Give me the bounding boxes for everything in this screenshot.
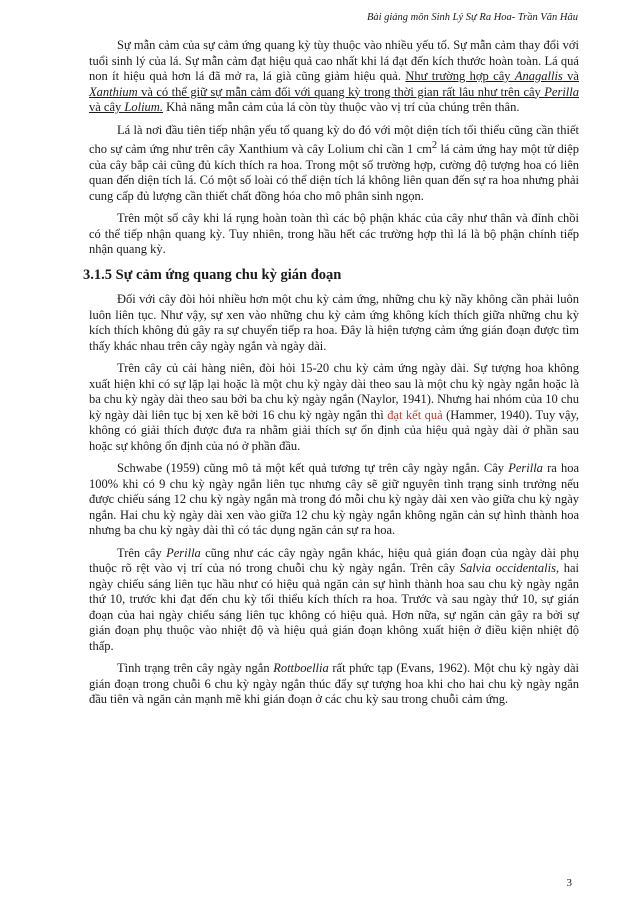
text-run: ra hoa 100% khi có 9 chu kỳ ngày ngắn liên tục nhưng cây sẽ giữ nguyên tình trạng sinh trưởng nếu được chiếu sáng 12 chu kỳ ngày ngắn mà trong đó mỗi chu kỳ ngày dài xen vào giữa chu kỳ ngày ngắn. Hai chu kỳ ngày dài xen vào giữa 12 chu kỳ ngày ngắn không ngăn cản sự hình thành hoa nhưng ba chu kỳ ngày dài thì có tác dụng ngăn cản sự ra hoa. xyxy=(89,461,580,538)
text-run: và xyxy=(562,69,579,83)
text-run: rất phức tạp (Evans, 1962). Một chu kỳ ngày dài gián đoạn trong chuỗi 6 chu kỳ ngày ngắn thúc đẩy sự tượng hoa khi cho hai chu kỳ ngày ngắn đầu tiên và ngăn cản mạnh mẽ khi gián đoạn ở các chu kỳ sau trong chuỗi cảm ứng. xyxy=(89,661,579,707)
text-run: cũng như các cây ngày ngắn khác, hiệu quả gián đoạn của ngày dài phụ thuộc rõ rệt vào vị trí của nó trong chuỗi chu kỳ ngày ngắn. Trên cây xyxy=(89,545,579,576)
text-run: Trên cây củ cải hàng niên, đòi hỏi 15-20 chu kỳ cảm ứng ngày dài. Sự tượng hoa không xuất hiện khi có sự lặp lại hoặc là một chu kỳ ngày dài theo sau là một chu kỳ ngày ngắn hoặc là ba chu kỳ ngày dài theo sau bởi ba chu kỳ ngày ngắn (Naylor, 1941). Nhưng hai nhóm của 10 chu kỳ ngày dài liên tục bị xen kẽ bởi 16 chu kỳ ngày ngắn thì xyxy=(89,361,579,422)
text-run: và cây xyxy=(89,100,125,114)
species-name: Perilla xyxy=(508,461,543,476)
paragraph-other-organs: Trên một số cây khi lá rụng hoàn toàn thì các bộ phận khác của cây như thân và đỉnh chồi có thể tiếp nhận quang kỳ. Tuy nhiên, trong hầu hết các trường hợp thì lá là bộ phận chính tiếp nhận quang kỳ. xyxy=(89,211,579,257)
paragraph-beet-example xyxy=(89,361,579,454)
text-run: Sự mẫn cảm của sự cảm ứng quang kỳ tùy thuộc vào nhiều yếu tố. Sự mẫn cảm thay đổi với tuổi sinh lý của lá. Sự mẫn cảm đạt hiệu quả cao nhất khi lá đạt đến kích thước hoàn toàn. Lá quá non ít hiệu quả hơn lá đã mở ra, lá già cũng giảm hiệu quả. xyxy=(89,38,579,83)
paragraph-leaf-area xyxy=(89,123,579,205)
text-run: Schwabe (1959) cũng mô tả một kết quả tương tự trên cây ngày ngắn. Cây xyxy=(117,461,509,476)
paragraph-rottboellia xyxy=(89,661,579,708)
species-name: Lolium. xyxy=(124,100,163,114)
section-heading: 3.1.5 Sự cảm ứng quang chu kỳ gián đoạn xyxy=(83,266,342,283)
paragraph-interrupted-induction: Đối với cây đòi hỏi nhiều hơn một chu kỳ cảm ứng, những chu kỳ nầy không cần phải luôn luôn liên tục. Như vậy, sự xen vào những chu kỳ cảm ứng không kích thích giữa những chu kỳ kích thích không đủ gây ra sự chuyển tiếp ra hoa. Đây là hiện tượng cảm ứng gián đoạn được tìm thấy khác nhau trên cây ngày ngắn và ngày dài. xyxy=(89,292,579,353)
text-run: Tình trạng trên cây ngày ngắn xyxy=(117,661,274,676)
text-run: Lá là nơi đầu tiên tiếp nhận yếu tố quang kỳ do đó với một diện tích tối thiểu cũng cần thiết cho sự cảm ứng như trên cây Xanthium và cây Lolium chỉ cần 1 cm xyxy=(89,122,579,157)
page-number: 3 xyxy=(566,877,572,889)
text-run: lá cảm ứng hay một tử diệp của cây bắp cải cũng đủ kích thích ra hoa. Trong một số trường hợp, cường độ tượng hoa có liên quan đến diện tích lá. Có một số loài có thể diện tích lá không liên quan đến sự ra hoa nhưng phải cung cấp đủ lượng cần thiết chất đồng hóa cho mô phân sinh ngọn. xyxy=(89,142,579,203)
species-name: Anagallis xyxy=(514,69,563,83)
superscript: 2 xyxy=(431,140,438,151)
paragraph-schwabe xyxy=(89,461,579,539)
text-run: và có thể giữ sự mẫn cảm đối với quang kỳ trong thời gian rất lâu như trên cây xyxy=(137,84,545,99)
paragraph-sensitivity xyxy=(89,38,579,116)
text-run: , hai ngày chiếu sáng liên tục hầu như có hiệu quả ngăn cản sự hình thành hoa sau chu kỳ ngày ngắn thứ 10, trước khi đạt đến chu kỳ tối thiểu kích thích ra hoa. Trước và sau ngày thứ 10, sự gián đoạn của hai ngày chiếu sáng liên tục không có hiệu quả. Hơn nữa, sự ngăn cản gây ra bởi sự gián đoạn phụ thuộc vào nhiệt độ và hiệu quả gián đoạn không xuất hiện ở điều kiện nhiệt độ thấp. xyxy=(89,561,579,653)
text-run: Khả năng mẫn cảm của lá còn tùy thuộc vào vị trí của chúng trên thân. xyxy=(162,100,520,114)
species-name: Perilla xyxy=(166,545,201,560)
species-name: Salvia occidentalis xyxy=(459,561,556,576)
species-name: Rottboellia xyxy=(273,661,329,676)
page-header: Bài giảng môn Sinh Lý Sự Ra Hoa- Trần Văn Hâu xyxy=(366,12,578,23)
text-run: Như trường hợp cây xyxy=(405,69,515,83)
text-run: (Hammer, 1940). Tuy vậy, không có giải thích được đưa ra nhằm giải thích sự ổn định của hiệu quả ngày dài ở phần sau hoặc sự không ổn định của nó ở phần đầu. xyxy=(89,407,580,453)
document-body xyxy=(83,38,580,715)
text-run: Trên cây xyxy=(117,545,167,560)
highlighted-text: đạt kết quả xyxy=(387,407,443,422)
paragraph-perilla-salvia xyxy=(89,546,579,655)
species-name: Perilla xyxy=(544,84,579,99)
species-name: Xanthium xyxy=(89,84,138,99)
